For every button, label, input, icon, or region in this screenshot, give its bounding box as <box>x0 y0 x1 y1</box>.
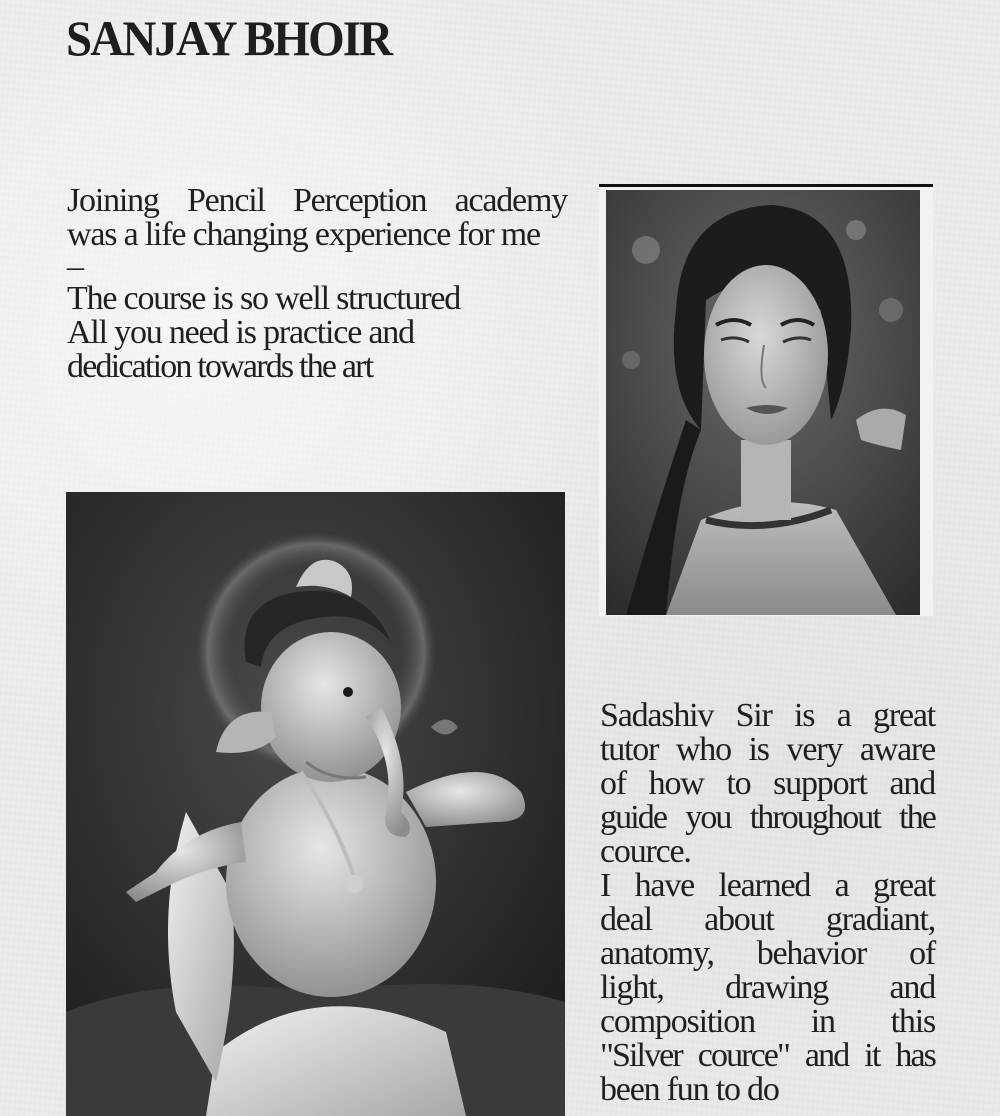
intro-dash: – <box>67 248 83 285</box>
intro-line-2: was a life changing experience for me <box>67 216 540 253</box>
ganesha-sketch-image <box>66 492 565 1116</box>
ganesha-sketch-icon <box>66 492 565 1116</box>
intro-line-3: The course is so well structured <box>67 280 461 317</box>
testimonial-line-5: cource. <box>600 833 691 870</box>
intro-text <box>67 184 567 384</box>
testimonial-text <box>600 699 935 1107</box>
portrait-sketch-image <box>606 190 920 615</box>
testimonial-line-11: "Silver cource" and it has <box>600 1037 935 1074</box>
testimonial-line-1: Sadashiv Sir is a great <box>600 697 935 734</box>
testimonial-line-4: guide you throughout the <box>600 799 935 836</box>
testimonial-line-7: deal about gradiant, <box>600 901 935 938</box>
testimonial-line-8: anatomy, behavior of <box>600 935 935 972</box>
testimonial-line-12: been fun to do <box>600 1071 779 1108</box>
testimonial-line-6: I have learned a great <box>600 867 935 904</box>
portrait-sketch-icon <box>606 190 920 615</box>
intro-line-4: All you need is practice and <box>67 314 414 351</box>
testimonial-line-2: tutor who is very aware <box>600 731 935 768</box>
intro-line-1: Joining Pencil Perception academy <box>67 182 567 219</box>
testimonial-line-9: light, drawing and <box>600 969 935 1006</box>
intro-line-5: dedication towards the art <box>67 348 373 385</box>
portrait-frame <box>599 184 933 616</box>
page-title: SANJAY BHOIR <box>66 10 392 66</box>
testimonial-line-3: of how to support and <box>600 765 935 802</box>
testimonial-line-10: composition in this <box>600 1003 935 1040</box>
